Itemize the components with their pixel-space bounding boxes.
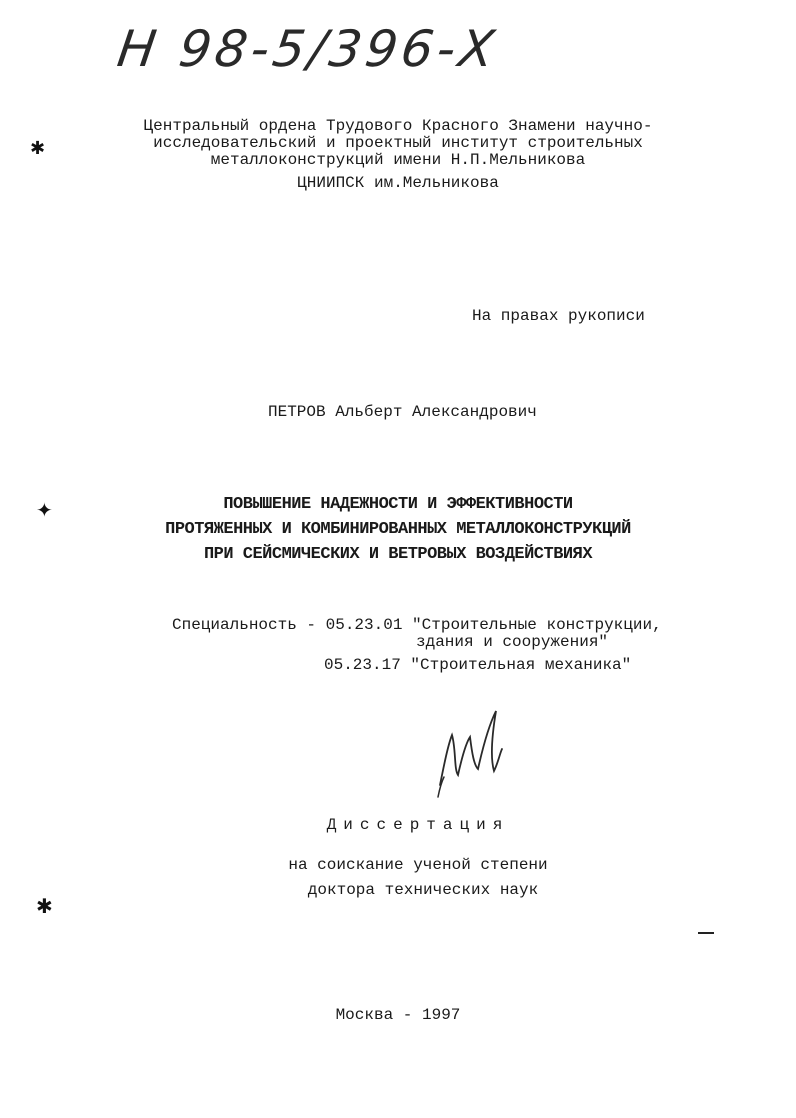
author-name: ПЕТРОВ Альберт Александрович	[268, 403, 537, 421]
document-type: Диссертация	[326, 816, 510, 834]
city-year: Москва - 1997	[335, 1006, 461, 1024]
institute-line-1: Центральный ордена Трудового Красного Знамени научно-	[143, 117, 653, 135]
scan-speck-3: ✱	[36, 894, 53, 918]
scan-speck-1: ✱	[30, 138, 46, 159]
title-line-2: ПРОТЯЖЕННЫХ И КОМБИНИРОВАННЫХ МЕТАЛЛОКОНСТРУКЦИЙ	[165, 520, 631, 539]
scan-mark	[698, 932, 714, 934]
institute-line-2: исследовательский и проектный институт строительных	[153, 134, 643, 152]
specialty-line-1: Специальность - 05.23.01 "Строительные конструкции,	[172, 616, 662, 634]
signature	[430, 705, 520, 805]
institute-line-3: металлоконструкций имени Н.П.Мельникова	[210, 151, 586, 169]
title-line-3: ПРИ СЕЙСМИЧЕСКИХ И ВЕТРОВЫХ ВОЗДЕЙСТВИЯХ	[203, 545, 593, 564]
degree-line-1: на соискание ученой степени	[288, 856, 548, 874]
specialty-line-2: здания и сооружения"	[416, 633, 609, 651]
title-line-1: ПОВЫШЕНИЕ НАДЕЖНОСТИ И ЭФФЕКТИВНОСТИ	[223, 495, 573, 514]
manuscript-rights: На правах рукописи	[472, 307, 645, 325]
handwritten-archive-code: Н 98-5/396-Х	[113, 20, 502, 78]
degree-line-2: доктора технических наук	[307, 881, 539, 899]
specialty-line-3: 05.23.17 "Строительная механика"	[324, 656, 632, 674]
scan-speck-2: ✦	[36, 498, 53, 522]
institute-abbreviation: ЦНИИПСК им.Мельникова	[297, 174, 499, 192]
